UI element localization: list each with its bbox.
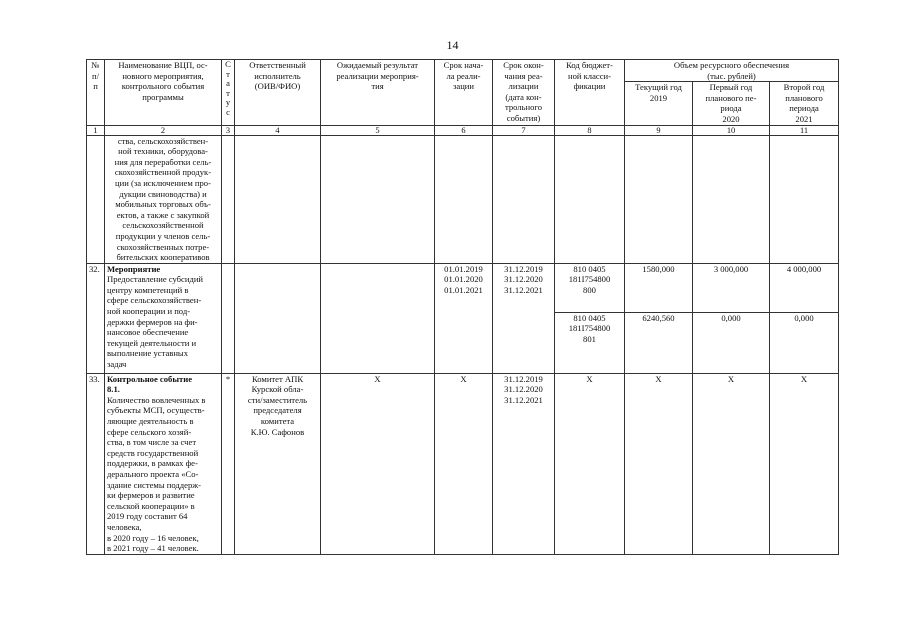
row-33-name: Количество вовлеченных в субъекты МСП, осуществ- ляющие деятельность в сфере сельского хозяй- ства, в том числе за счет средств государственной поддержки, в рамках фе- дерального проекта «Со- здание системы поддерж- ки фермеров и развитие сельской кооперации» в 2019 году составит 64 человека, в 2020 году – 16 человек, в 2021 году – 41 человек.: [107, 394, 206, 554]
row-32-y2020-2: 0,000: [693, 312, 770, 373]
colnum-2: 2: [105, 125, 222, 135]
header-budget-code: Код бюджет- ной класси- фикации: [555, 60, 625, 126]
row-33-y2019: Х: [625, 373, 693, 554]
page-number: 14: [446, 38, 459, 52]
row-33-name-cell: [105, 373, 222, 554]
row-33-status: *: [222, 373, 235, 554]
row-32-y2021-2: 0,000: [770, 312, 839, 373]
header-year-current: Текущий год 2019: [625, 82, 693, 125]
colnum-9: 9: [625, 125, 693, 135]
program-table: [86, 59, 839, 555]
header-name: Наименование ВЦП, ос- новного мероприятия, контрольного события программы: [105, 60, 222, 126]
colnum-11: 11: [770, 125, 839, 135]
row-33-title: Контрольное событие 8.1.: [107, 373, 193, 395]
header-status: С т а т у с: [222, 60, 235, 126]
row-33-expected: Х: [321, 373, 435, 554]
header-start-date: Срок нача- ла реали- зации: [435, 60, 493, 126]
header-responsible: Ответственный исполнитель (ОИВ/ФИО): [235, 60, 321, 126]
row-33-end: 31.12.2019 31.12.2020 31.12.2021: [493, 373, 555, 554]
colnum-8: 8: [555, 125, 625, 135]
row-32-num: 32.: [87, 263, 105, 373]
continuation-name: ства, сельскохозяйствен- ной техники, оборудова- ния для переработки сель- скохозяйственной продук- ции (за исключением про- дукции свиноводства) и мобильных торговых объ- ектов, а также с закупкой сельскохозяйственной продукции у членов сель- скохозяйственных потре- бительских кооперативов: [105, 135, 222, 263]
row-32-code-2: 810 0405 181I754800 801: [555, 312, 625, 373]
row-32-code-1: 810 0405 181I754800 800: [555, 263, 625, 312]
row-32-y2021-1: 4 000,000: [770, 263, 839, 312]
colnum-3: 3: [222, 125, 235, 135]
table-row: [87, 263, 839, 312]
table-row: [87, 135, 839, 263]
header-year-first: Первый год планового пе- риода 2020: [693, 82, 770, 125]
table-row: [87, 373, 839, 554]
colnum-7: 7: [493, 125, 555, 135]
row-33-y2021: Х: [770, 373, 839, 554]
row-33-y2020: Х: [693, 373, 770, 554]
row-32-y2020-1: 3 000,000: [693, 263, 770, 312]
row-33-num: 33.: [87, 373, 105, 554]
row-33-responsible: Комитет АПК Курской обла- сти/заместитель председателя комитета К.Ю. Сафонов: [235, 373, 321, 554]
header-row: [87, 60, 839, 82]
colnum-4: 4: [235, 125, 321, 135]
colnum-10: 10: [693, 125, 770, 135]
row-32-end: 31.12.2019 31.12.2020 31.12.2021: [493, 263, 555, 373]
column-numbers-row: [87, 125, 839, 135]
row-32-start: 01.01.2019 01.01.2020 01.01.2021: [435, 263, 493, 373]
row-32-name-cell: [105, 263, 222, 373]
row-32-y2019-2: 6240,560: [625, 312, 693, 373]
colnum-5: 5: [321, 125, 435, 135]
colnum-1: 1: [87, 125, 105, 135]
row-32-title: Мероприятие: [107, 263, 161, 274]
row-32-y2019-1: 1580,000: [625, 263, 693, 312]
header-end-date: Срок окон- чания реа- лизации (дата кон- трольного события): [493, 60, 555, 126]
header-resources: Объем ресурсного обеспечения (тыс. рублей): [625, 60, 839, 82]
header-num: № п/ п: [87, 60, 105, 126]
row-32-name: Предоставление субсидий центру компетенций в сфере сельскохозяйствен- ной кооперации и под- держки фермеров на фи- нансовое обеспечение текущей деятельности и выполнение уставных задач: [107, 274, 204, 370]
colnum-6: 6: [435, 125, 493, 135]
row-33-code: Х: [555, 373, 625, 554]
header-expected-result: Ожидаемый результат реализации мероприя- тия: [321, 60, 435, 126]
row-33-start: Х: [435, 373, 493, 554]
header-year-second: Второй год планового периода 2021: [770, 82, 839, 125]
